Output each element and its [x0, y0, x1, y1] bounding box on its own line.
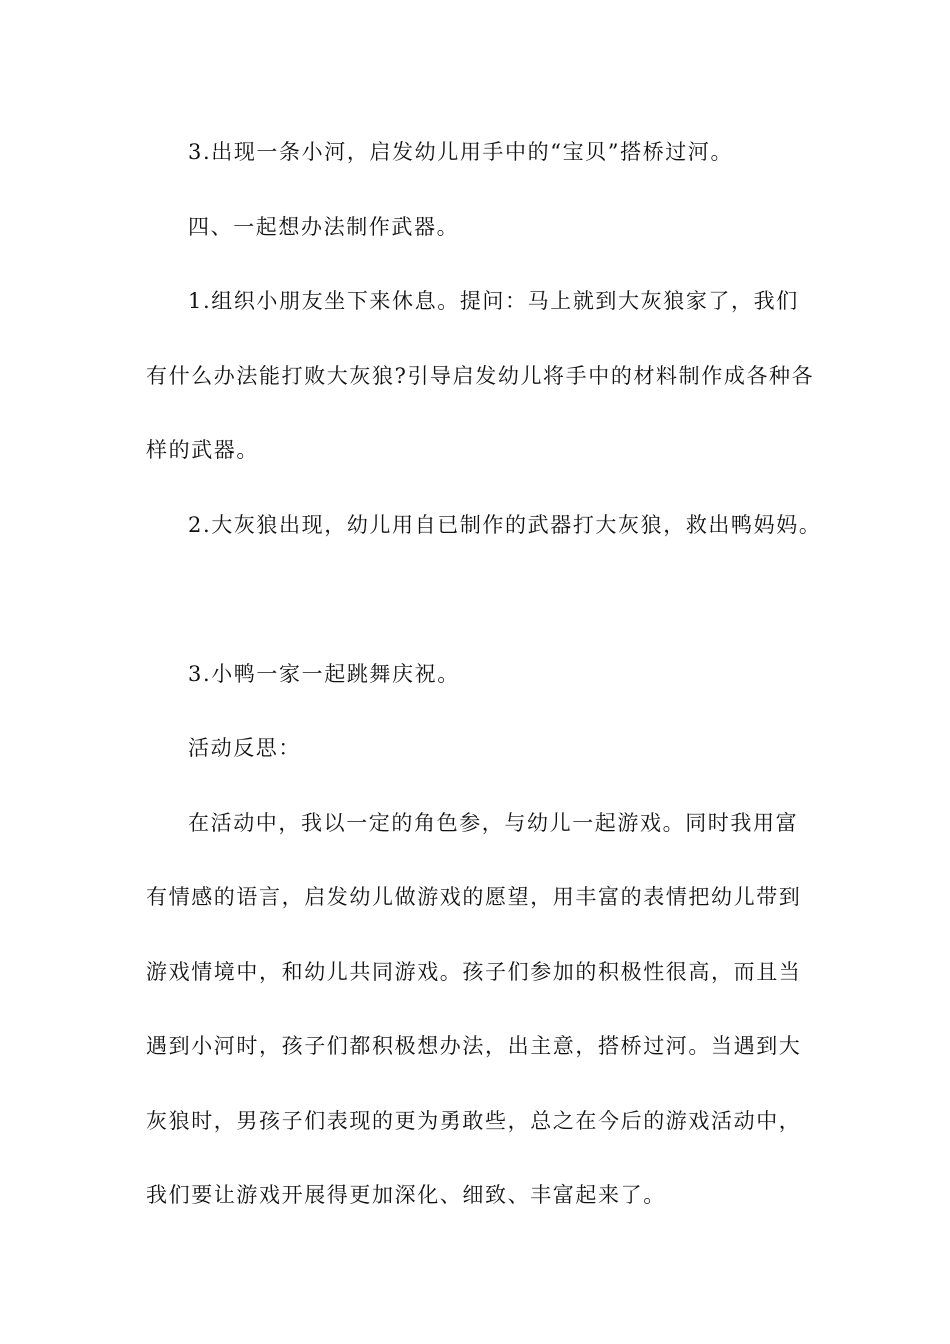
section-heading-weapons: 四、一起想办法制作武器。: [188, 215, 460, 239]
paragraph-step-3-dance: 3.小鸭一家一起跳舞庆祝。: [188, 662, 460, 686]
paragraph-reflection-line-2: 有情感的语言，启发幼儿做游戏的愿望，用丰富的表情把幼儿带到: [146, 885, 802, 909]
paragraph-step-3-river: 3.出现一条小河，启发幼儿用手中的“宝贝”搭桥过河。: [188, 140, 734, 164]
paragraph-step-1-rest-cont-1: 有什么办法能打败大灰狼?引导启发幼儿将手中的材料制作成各种各: [146, 364, 815, 388]
paragraph-reflection-line-3: 游戏情境中，和幼儿共同游戏。孩子们参加的积极性很高，而且当: [146, 960, 802, 984]
paragraph-step-1-rest-cont-2: 样的武器。: [146, 438, 259, 462]
paragraph-step-1-rest: 1.组织小朋友坐下来休息。提问：马上就到大灰狼家了，我们: [188, 289, 799, 313]
paragraph-reflection-line-5: 灰狼时，男孩子们表现的更为勇敢些，总之在今后的游戏活动中，: [146, 1109, 802, 1133]
paragraph-step-2-wolf: 2.大灰狼出现，幼儿用自已制作的武器打大灰狼，救出鸭妈妈。: [188, 513, 822, 537]
paragraph-reflection-line-1: 在活动中，我以一定的角色参，与幼儿一起游戏。同时我用富: [188, 811, 799, 835]
section-heading-reflection: 活动反思：: [188, 736, 301, 760]
paragraph-reflection-line-4: 遇到小河时，孩子们都积极想办法，出主意，搭桥过河。当遇到大: [146, 1034, 802, 1058]
paragraph-reflection-line-6: 我们要让游戏开展得更加深化、细致、丰富起来了。: [146, 1183, 666, 1207]
